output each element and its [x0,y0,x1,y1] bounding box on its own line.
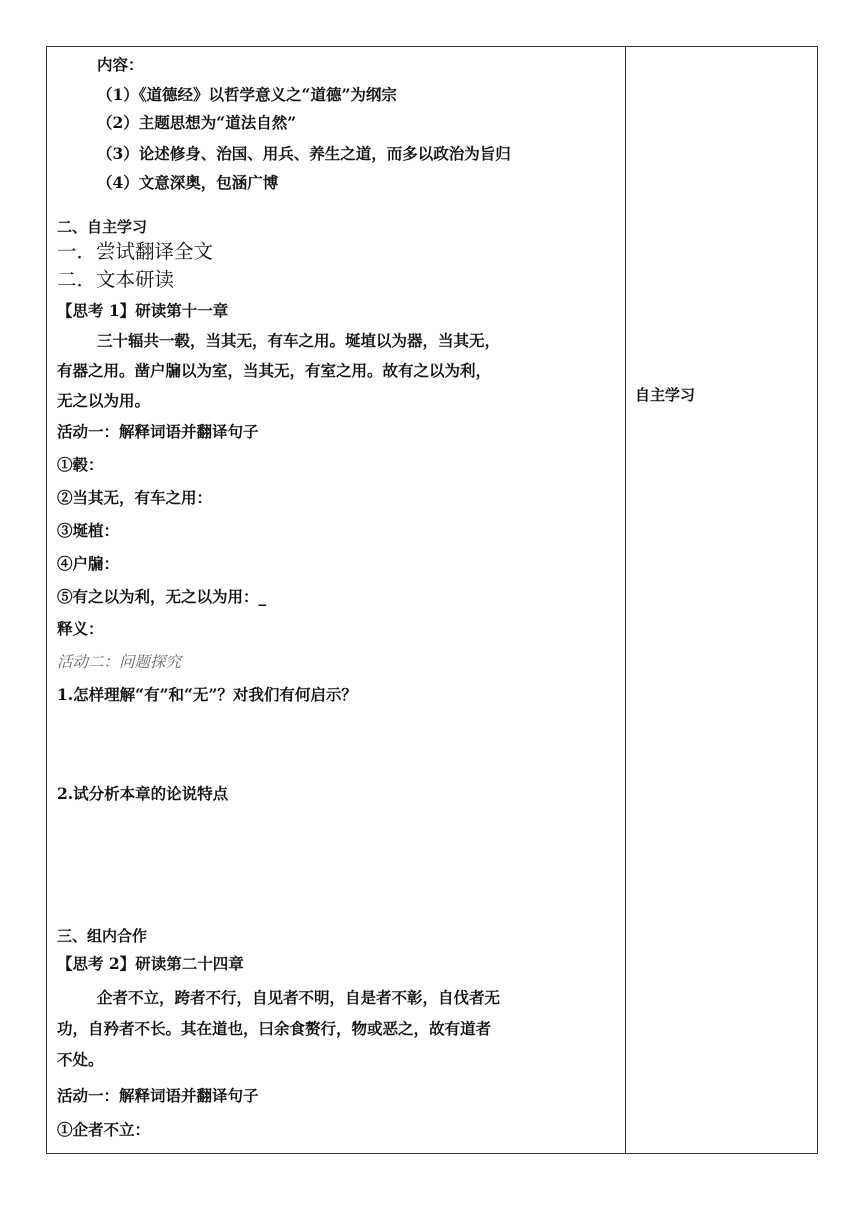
activity-1-label: 活动一：解释词语并翻译句子 [57,1086,259,1105]
vocab-item: ①毂： [57,455,104,474]
think-2-title: 研读第二十四章 [135,954,244,973]
vocab-item: ①企者不立： [57,1120,151,1139]
activity-1-label: 活动一：解释词语并翻译句子 [57,422,259,441]
content-item: （4）文意深奥，包涵广博 [97,173,279,192]
vocab-item: ④户牖： [57,554,120,573]
side-label: 自主学习 [635,386,696,404]
content-item: （1）《道德经》以哲学意义之“道德”为纲宗 [97,85,397,104]
question-1: 1.怎样理解“有”和“无”？对我们有何启示？ [57,685,357,704]
section-2-title: 二、自主学习 [57,218,148,236]
think-2-tag: 【思考 2】 [57,954,136,973]
content-header: 内容： [97,55,144,74]
vocab-item: ②当其无，有车之用： [57,488,213,507]
passage-line: 企者不立，跨者不行，自见者不明，自是者不彰，自伐者无 [97,988,501,1007]
think-1-title: 研读第十一章 [135,301,229,320]
question-2: 2.试分析本章的论说特点 [57,784,229,803]
passage-line: 有器之用。凿户牖以为室，当其无，有室之用。故有之以为利， [57,361,492,380]
meaning-label: 释义： [57,619,104,638]
section-3-title: 三、组内合作 [57,927,148,945]
content-item: （2）主题思想为“道法自然” [97,113,297,132]
activity-2-label: 活动二：问题探究 [57,653,182,671]
think-1-tag: 【思考 1】 [57,301,136,320]
vocab-item: ⑤有之以为利，无之以为用：_ [57,587,267,606]
passage-line: 三十辐共一毂，当其无，有车之用。埏埴以为器，当其无， [97,331,501,350]
think-2-heading [57,954,244,974]
column-divider [625,47,626,1153]
lesson-table [46,46,818,1154]
subheading-translate: 一．尝试翻译全文 [57,240,214,263]
subheading-study: 二．文本研读 [57,268,175,291]
content-item: （3）论述修身、治国、用兵、养生之道，而多以政治为旨归 [97,144,511,163]
passage-line: 不处。 [57,1050,104,1069]
passage-line: 功，自矜者不长。其在道也，曰余食赘行，物或恶之，故有道者 [57,1019,492,1038]
vocab-item: ③埏植： [57,521,120,540]
think-1-heading [57,301,228,321]
passage-line: 无之以为用。 [57,391,151,410]
